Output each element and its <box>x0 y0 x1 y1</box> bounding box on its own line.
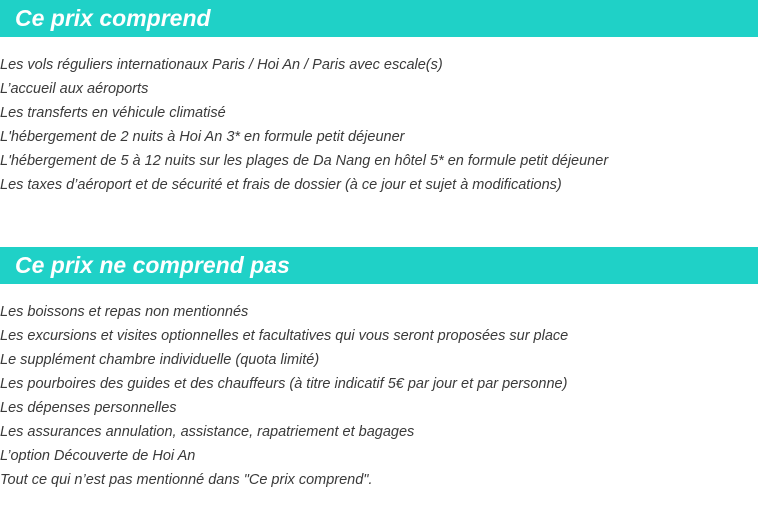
included-items-list <box>0 53 758 197</box>
included-item: L'hébergement de 2 nuits à Hoi An 3* en formule petit déjeuner <box>0 129 405 145</box>
excluded-item: Les boissons et repas non mentionnés <box>0 304 249 320</box>
included-item: Les vols réguliers internationaux Paris / Hoi An / Paris avec escale(s) <box>0 57 443 73</box>
included-item: L’accueil aux aéroports <box>0 81 149 97</box>
included-section-header <box>0 0 758 37</box>
excluded-section-header <box>0 247 758 284</box>
excluded-item: Les assurances annulation, assistance, rapatriement et bagages <box>0 424 415 440</box>
included-item: L'hébergement de 5 à 12 nuits sur les plages de Da Nang en hôtel 5* en formule petit déjeuner <box>0 153 609 169</box>
excluded-items-list <box>0 300 758 492</box>
included-section-title: Ce prix comprend <box>15 5 211 31</box>
excluded-item: Les excursions et visites optionnelles et facultatives qui vous seront proposées sur place <box>0 328 569 344</box>
excluded-item: L’option Découverte de Hoi An <box>0 448 196 464</box>
excluded-item: Le supplément chambre individuelle (quota limité) <box>0 352 320 368</box>
excluded-section-title: Ce prix ne comprend pas <box>15 252 290 278</box>
excluded-item: Les pourboires des guides et des chauffeurs (à titre indicatif 5€ par jour et par personne) <box>0 376 568 392</box>
excluded-item: Tout ce qui n’est pas mentionné dans "Ce prix comprend". <box>0 472 373 488</box>
included-item: Les transferts en véhicule climatisé <box>0 105 226 121</box>
included-item: Les taxes d’aéroport et de sécurité et frais de dossier (à ce jour et sujet à modifications) <box>0 177 562 193</box>
excluded-item: Les dépenses personnelles <box>0 400 177 416</box>
